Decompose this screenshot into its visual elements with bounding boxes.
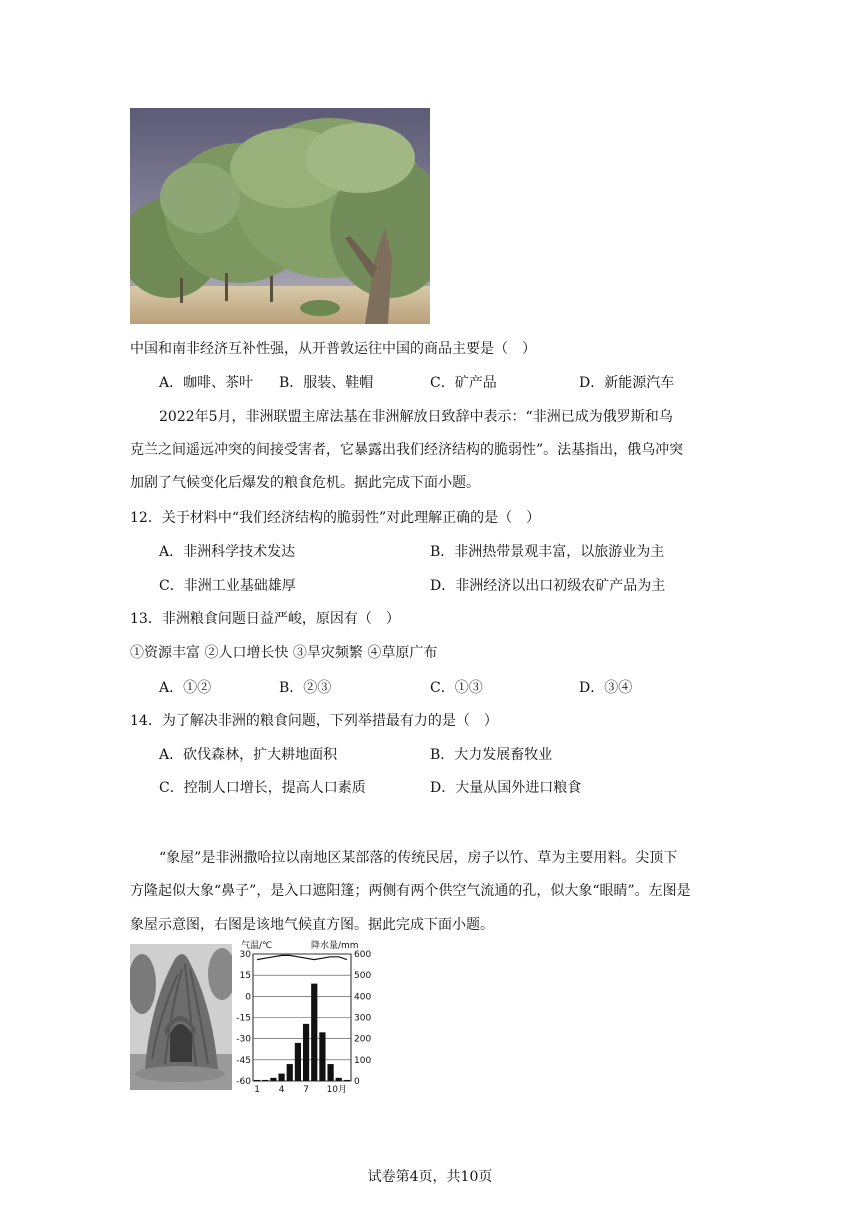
question-11-option-d: D．新能源汽车 bbox=[579, 375, 675, 391]
question-13-option-b: B．②③ bbox=[279, 680, 332, 696]
temp-tick-label: 30 bbox=[239, 950, 251, 960]
passage-2-line-2: 方隆起似大象“鼻子”，是入口遮阳篷；两侧有两个供空气流通的孔，似大象“眼睛”。左图是 bbox=[130, 883, 691, 899]
question-14-option-d: D．大量从国外进口粮食 bbox=[430, 780, 582, 796]
question-13-option-a: A．①② bbox=[159, 680, 212, 696]
question-13-stem: 13．非洲粮食问题日益严峻，原因有（ ） bbox=[130, 611, 400, 627]
passage-2-line-1: “象屋”是非洲撒哈拉以南地区某部落的传统民居，房子以竹、草为主要用料。尖顶下 bbox=[159, 850, 678, 866]
question-14-option-c: C．控制人口增长，提高人口素质 bbox=[159, 780, 366, 796]
question-11-option-a: A．咖啡、茶叶 bbox=[159, 375, 254, 391]
question-11-option-b: B．服装、鞋帽 bbox=[279, 375, 374, 391]
olive-tree-photo bbox=[130, 108, 430, 324]
temp-tick-label: 0 bbox=[245, 992, 251, 1003]
question-13-option-d: D．③④ bbox=[579, 680, 633, 696]
question-11-option-c: C．矿产品 bbox=[430, 375, 497, 391]
question-13-items: ①资源丰富 ②人口增长快 ③旱灾频繁 ④草原广布 bbox=[130, 645, 438, 661]
question-14-option-a: A．砍伐森林，扩大耕地面积 bbox=[159, 747, 338, 763]
question-12-option-d: D．非洲经济以出口初级农矿产品为主 bbox=[430, 578, 666, 594]
precip-bar-month-5 bbox=[287, 1064, 293, 1081]
question-14-option-b: B．大力发展畜牧业 bbox=[430, 747, 553, 763]
climate-chart bbox=[233, 938, 385, 1096]
temp-tick-label: -30 bbox=[236, 1034, 251, 1045]
precip-bar-month-1 bbox=[254, 1080, 260, 1081]
temp-tick-label: 15 bbox=[239, 971, 251, 982]
precip-bar-month-4 bbox=[278, 1074, 284, 1081]
precip-bar-month-12 bbox=[344, 1080, 350, 1081]
passage-2-line-3: 象屋示意图，右图是该地气候直方图。据此完成下面小题。 bbox=[130, 917, 494, 933]
temp-tick-label: -60 bbox=[236, 1077, 251, 1087]
passage-1-line-1: 2022年5月，非洲联盟主席法基在非洲解放日致辞中表示：“非洲已成为俄罗斯和乌 bbox=[159, 409, 673, 425]
precip-bar-month-2 bbox=[262, 1080, 268, 1081]
precip-tick-label: 0 bbox=[354, 1077, 360, 1087]
precip-tick-label: 600 bbox=[354, 950, 372, 960]
precip-bar-month-6 bbox=[295, 1043, 301, 1081]
question-12-option-a: A．非洲科学技术发达 bbox=[159, 544, 296, 560]
temp-tick-label: -15 bbox=[236, 1013, 251, 1024]
precip-bar-month-3 bbox=[270, 1078, 276, 1081]
passage-1-line-3: 加剧了气候变化后爆发的粮食危机。据此完成下面小题。 bbox=[130, 475, 480, 491]
month-tick-label: 1 bbox=[254, 1085, 260, 1095]
precip-axis-label: 降水量/mm bbox=[311, 941, 359, 951]
month-tick-label: 4 bbox=[278, 1085, 285, 1095]
precip-tick-label: 400 bbox=[354, 992, 372, 1003]
temp-axis-label: 气温/℃ bbox=[241, 941, 273, 951]
elephant-house-photo bbox=[130, 944, 232, 1090]
question-13-option-c: C．①③ bbox=[430, 680, 483, 696]
month-tick-label: 7 bbox=[303, 1085, 309, 1095]
temp-tick-label: -45 bbox=[236, 1055, 251, 1066]
precip-bar-month-8 bbox=[311, 984, 317, 1081]
precip-bar-month-10 bbox=[327, 1064, 333, 1081]
precip-tick-label: 500 bbox=[354, 971, 372, 982]
page-footer: 试卷第4页，共10页 bbox=[367, 1169, 493, 1185]
precip-bar-month-9 bbox=[319, 1032, 325, 1081]
precip-bar-month-7 bbox=[303, 1024, 309, 1081]
month-tick-label: 10月 bbox=[326, 1085, 348, 1095]
precip-bar-month-11 bbox=[336, 1078, 342, 1081]
question-12-option-c: C．非洲工业基础雄厚 bbox=[159, 578, 296, 594]
question-12-stem: 12．关于材料中“我们经济结构的脆弱性”对此理解正确的是（ ） bbox=[130, 510, 541, 526]
precip-tick-label: 300 bbox=[354, 1013, 372, 1024]
precip-tick-label: 200 bbox=[354, 1034, 372, 1045]
question-14-stem: 14．为了解决非洲的粮食问题，下列举措最有力的是（ ） bbox=[130, 713, 498, 729]
passage-1-line-2: 克兰之间遥远冲突的间接受害者，它暴露出我们经济结构的脆弱性”。法基指出，俄乌冲突 bbox=[130, 442, 684, 458]
question-12-option-b: B．非洲热带景观丰富，以旅游业为主 bbox=[430, 544, 665, 560]
question-11-stem: 中国和南非经济互补性强，从开普敦运往中国的商品主要是（ ） bbox=[130, 341, 536, 357]
precip-tick-label: 100 bbox=[354, 1055, 372, 1066]
